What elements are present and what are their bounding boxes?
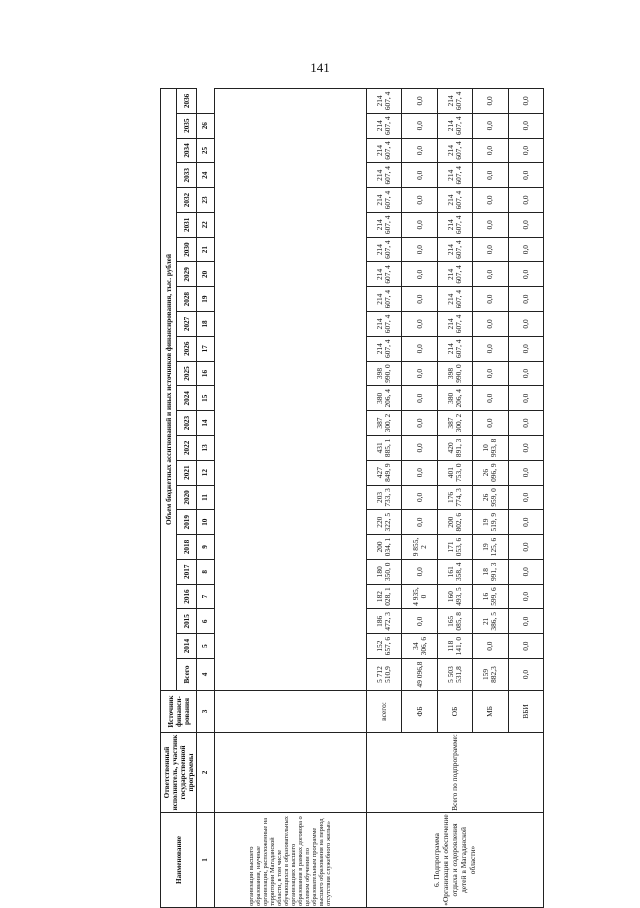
value-cell: 0,0 xyxy=(508,361,543,386)
column-index: 21 xyxy=(197,237,215,262)
value-cell: 0,0 xyxy=(508,485,543,510)
value-cell: 214 607, 4 xyxy=(437,163,472,188)
value-cell: 19 519, 9 xyxy=(473,510,508,535)
value-cell: 401 753, 0 xyxy=(437,460,472,485)
value-cell: 0,0 xyxy=(402,336,437,361)
source-cell: ОБ xyxy=(437,691,472,733)
value-cell: 0,0 xyxy=(473,287,508,312)
value-cell: 0,0 xyxy=(402,460,437,485)
total-cell: 5 503 531,8 xyxy=(437,659,472,691)
column-index: 6 xyxy=(197,609,215,634)
source-cell: МБ xyxy=(473,691,508,733)
header-year-2022: 2022 xyxy=(177,435,197,460)
value-cell: 214 607, 4 xyxy=(437,138,472,163)
column-index: 23 xyxy=(197,188,215,213)
table-row xyxy=(366,89,401,908)
header-year-2027: 2027 xyxy=(177,312,197,337)
value-cell: 10 993, 8 xyxy=(473,435,508,460)
value-cell: 214 607, 4 xyxy=(366,212,401,237)
total-cell: 0,0 xyxy=(508,659,543,691)
column-index: 22 xyxy=(197,212,215,237)
column-index: 13 xyxy=(197,435,215,460)
value-cell: 0,0 xyxy=(473,312,508,337)
column-index: 5 xyxy=(197,634,215,659)
value-cell: 21 386, 5 xyxy=(473,609,508,634)
value-cell: 214 607, 4 xyxy=(437,237,472,262)
column-index: 4 xyxy=(197,659,215,691)
value-cell: 0,0 xyxy=(508,287,543,312)
header-year-2031: 2031 xyxy=(177,212,197,237)
value-cell: 0,0 xyxy=(402,89,437,114)
value-cell: 214 607, 4 xyxy=(366,89,401,114)
value-cell: 0,0 xyxy=(508,212,543,237)
value-cell: 387 300, 2 xyxy=(437,411,472,436)
column-index: 19 xyxy=(197,287,215,312)
value-cell: 176 774, 3 xyxy=(437,485,472,510)
header-year-2034: 2034 xyxy=(177,138,197,163)
value-cell: 0,0 xyxy=(402,163,437,188)
column-index: 12 xyxy=(197,460,215,485)
value-cell: 0,0 xyxy=(402,262,437,287)
value-cell: 26 959, 0 xyxy=(473,485,508,510)
value-cell: 0,0 xyxy=(508,89,543,114)
header-year-2028: 2028 xyxy=(177,287,197,312)
program-name: 6. Подпрограмма «Организация и обеспечение отдыха и оздоровления детей в Магаданской области» xyxy=(366,813,543,908)
value-cell: 0,0 xyxy=(473,163,508,188)
value-cell: 214 607, 4 xyxy=(366,237,401,262)
value-cell: 0,0 xyxy=(402,312,437,337)
header-year-2033: 2033 xyxy=(177,163,197,188)
header-total: Всего xyxy=(177,659,197,691)
value-cell: 4 935, 0 xyxy=(402,584,437,609)
value-cell: 420 891, 3 xyxy=(437,435,472,460)
header-year-2020: 2020 xyxy=(177,485,197,510)
value-cell: 186 472, 3 xyxy=(366,609,401,634)
value-cell: 200 034, 1 xyxy=(366,535,401,560)
column-index: 8 xyxy=(197,559,215,584)
column-index: 15 xyxy=(197,386,215,411)
header-year-2025: 2025 xyxy=(177,361,197,386)
column-index: 18 xyxy=(197,312,215,337)
value-cell: 214 607, 4 xyxy=(437,89,472,114)
column-index: 7 xyxy=(197,584,215,609)
column-index: 14 xyxy=(197,411,215,436)
total-cell: 49 096,8 xyxy=(402,659,437,691)
value-cell: 214 607, 4 xyxy=(437,212,472,237)
value-cell: 0,0 xyxy=(473,262,508,287)
value-cell: 0,0 xyxy=(508,138,543,163)
header-year-2024: 2024 xyxy=(177,386,197,411)
column-index: 24 xyxy=(197,163,215,188)
header-year-2019: 2019 xyxy=(177,510,197,535)
value-cell: 165 085, 8 xyxy=(437,609,472,634)
value-cell: 0,0 xyxy=(402,485,437,510)
header-name: Наименование xyxy=(161,813,197,908)
header-year-2015: 2015 xyxy=(177,609,197,634)
value-cell: 0,0 xyxy=(473,113,508,138)
value-cell: 182 028, 1 xyxy=(366,584,401,609)
value-cell: 0,0 xyxy=(473,336,508,361)
column-index: 9 xyxy=(197,535,215,560)
header-year-2014: 2014 xyxy=(177,634,197,659)
value-cell: 0,0 xyxy=(402,435,437,460)
value-cell: 0,0 xyxy=(508,188,543,213)
source-cell: всего: xyxy=(366,691,401,733)
header-year-2016: 2016 xyxy=(177,584,197,609)
value-cell: 214 607, 4 xyxy=(437,262,472,287)
column-index: 25 xyxy=(197,138,215,163)
value-cell: 0,0 xyxy=(402,188,437,213)
header-volume: Объем бюджетных ассигнований и иных источников финансирования, тыс. рублей xyxy=(161,89,177,691)
value-cell: 0,0 xyxy=(508,435,543,460)
value-cell: 380 206, 4 xyxy=(437,386,472,411)
value-cell: 0,0 xyxy=(402,237,437,262)
header-year-2032: 2032 xyxy=(177,188,197,213)
value-cell: 0,0 xyxy=(473,188,508,213)
header-year-2026: 2026 xyxy=(177,336,197,361)
value-cell: 34 306, 6 xyxy=(402,634,437,659)
value-cell: 214 607, 4 xyxy=(437,287,472,312)
value-cell: 18 991, 3 xyxy=(473,559,508,584)
value-cell: 0,0 xyxy=(402,510,437,535)
value-cell: 0,0 xyxy=(473,386,508,411)
header-executor: Ответственный исполнитель, участник государственной программы xyxy=(161,733,197,813)
value-cell: 0,0 xyxy=(402,361,437,386)
value-cell: 26 096, 9 xyxy=(473,460,508,485)
value-cell: 214 607, 4 xyxy=(437,336,472,361)
value-cell: 0,0 xyxy=(473,212,508,237)
column-index: 1 xyxy=(197,813,215,908)
value-cell: 214 607, 4 xyxy=(437,188,472,213)
value-cell: 0,0 xyxy=(508,535,543,560)
column-index: 17 xyxy=(197,336,215,361)
header-year-2018: 2018 xyxy=(177,535,197,560)
value-cell: 171 053, 6 xyxy=(437,535,472,560)
value-cell: 0,0 xyxy=(508,559,543,584)
value-cell: 118 141, 0 xyxy=(437,634,472,659)
value-cell: 0,0 xyxy=(508,386,543,411)
value-cell: 214 607, 4 xyxy=(366,138,401,163)
value-cell: 220 322, 5 xyxy=(366,510,401,535)
value-cell: 0,0 xyxy=(473,411,508,436)
value-cell: 0,0 xyxy=(402,212,437,237)
value-cell: 431 885, 1 xyxy=(366,435,401,460)
continuation-text: организации высшего образования, научные организации, расположенные на территории Магаданской области, в том числе обучающихся в образовательных организациях высшего образования в рамках договора о целевом обучении по образовательным программе высшего образования на период отсутствия служебного жилья» xyxy=(214,813,366,908)
header-year-2023: 2023 xyxy=(177,411,197,436)
source-cell: ВБИ xyxy=(508,691,543,733)
value-cell: 0,0 xyxy=(473,361,508,386)
source-cell: ФБ xyxy=(402,691,437,733)
value-cell: 161 358, 4 xyxy=(437,559,472,584)
value-cell: 0,0 xyxy=(508,113,543,138)
value-cell: 0,0 xyxy=(508,411,543,436)
value-cell: 214 607, 4 xyxy=(366,287,401,312)
value-cell: 0,0 xyxy=(508,163,543,188)
budget-table xyxy=(160,88,544,908)
column-index: 20 xyxy=(197,262,215,287)
header-year-2021: 2021 xyxy=(177,460,197,485)
column-index: 26 xyxy=(197,113,215,138)
value-cell: 0,0 xyxy=(473,237,508,262)
column-index: 16 xyxy=(197,361,215,386)
header-source: Источник финанси-рования xyxy=(161,691,197,733)
value-cell: 214 607, 4 xyxy=(437,312,472,337)
value-cell: 0,0 xyxy=(508,237,543,262)
value-cell: 0,0 xyxy=(402,609,437,634)
value-cell: 19 125, 6 xyxy=(473,535,508,560)
total-cell: 5 712 510,9 xyxy=(366,659,401,691)
column-index: 3 xyxy=(197,691,215,733)
value-cell: 0,0 xyxy=(402,386,437,411)
value-cell: 180 350, 0 xyxy=(366,559,401,584)
value-cell: 214 607, 4 xyxy=(366,163,401,188)
value-cell: 380 206, 4 xyxy=(366,386,401,411)
value-cell: 0,0 xyxy=(402,138,437,163)
value-cell: 0,0 xyxy=(508,336,543,361)
value-cell: 214 607, 4 xyxy=(366,188,401,213)
value-cell: 214 607, 4 xyxy=(366,336,401,361)
page-number: 141 xyxy=(310,60,330,75)
budget-table-rotated xyxy=(160,88,544,908)
value-cell: 200 802, 6 xyxy=(437,510,472,535)
value-cell: 0,0 xyxy=(473,89,508,114)
total-cell: 159 882,3 xyxy=(473,659,508,691)
value-cell: 398 990, 0 xyxy=(366,361,401,386)
value-cell: 0,0 xyxy=(402,559,437,584)
value-cell: 0,0 xyxy=(402,113,437,138)
value-cell: 160 493, 5 xyxy=(437,584,472,609)
executor-label: Всего по подпрограмме: xyxy=(366,733,543,813)
column-index: 11 xyxy=(197,485,215,510)
value-cell: 0,0 xyxy=(508,609,543,634)
value-cell: 0,0 xyxy=(402,287,437,312)
value-cell: 152 657, 6 xyxy=(366,634,401,659)
value-cell: 16 599, 6 xyxy=(473,584,508,609)
value-cell: 0,0 xyxy=(473,634,508,659)
value-cell: 214 607, 4 xyxy=(437,113,472,138)
header-year-2036: 2036 xyxy=(177,89,197,114)
value-cell: 203 733, 3 xyxy=(366,485,401,510)
header-year-2029: 2029 xyxy=(177,262,197,287)
value-cell: 214 607, 4 xyxy=(366,262,401,287)
value-cell: 9 855, 2 xyxy=(402,535,437,560)
value-cell: 0,0 xyxy=(508,510,543,535)
value-cell: 387 300, 2 xyxy=(366,411,401,436)
value-cell: 214 607, 4 xyxy=(366,113,401,138)
value-cell: 0,0 xyxy=(508,634,543,659)
value-cell: 398 990, 0 xyxy=(437,361,472,386)
header-year-2017: 2017 xyxy=(177,559,197,584)
value-cell: 0,0 xyxy=(508,262,543,287)
value-cell: 0,0 xyxy=(508,584,543,609)
header-year-2035: 2035 xyxy=(177,113,197,138)
value-cell: 0,0 xyxy=(402,411,437,436)
header-year-2030: 2030 xyxy=(177,237,197,262)
value-cell: 0,0 xyxy=(508,460,543,485)
value-cell: 214 607, 4 xyxy=(366,312,401,337)
value-cell: 0,0 xyxy=(508,312,543,337)
column-index: 2 xyxy=(197,733,215,813)
value-cell: 427 849, 9 xyxy=(366,460,401,485)
value-cell: 0,0 xyxy=(473,138,508,163)
column-index: 10 xyxy=(197,510,215,535)
